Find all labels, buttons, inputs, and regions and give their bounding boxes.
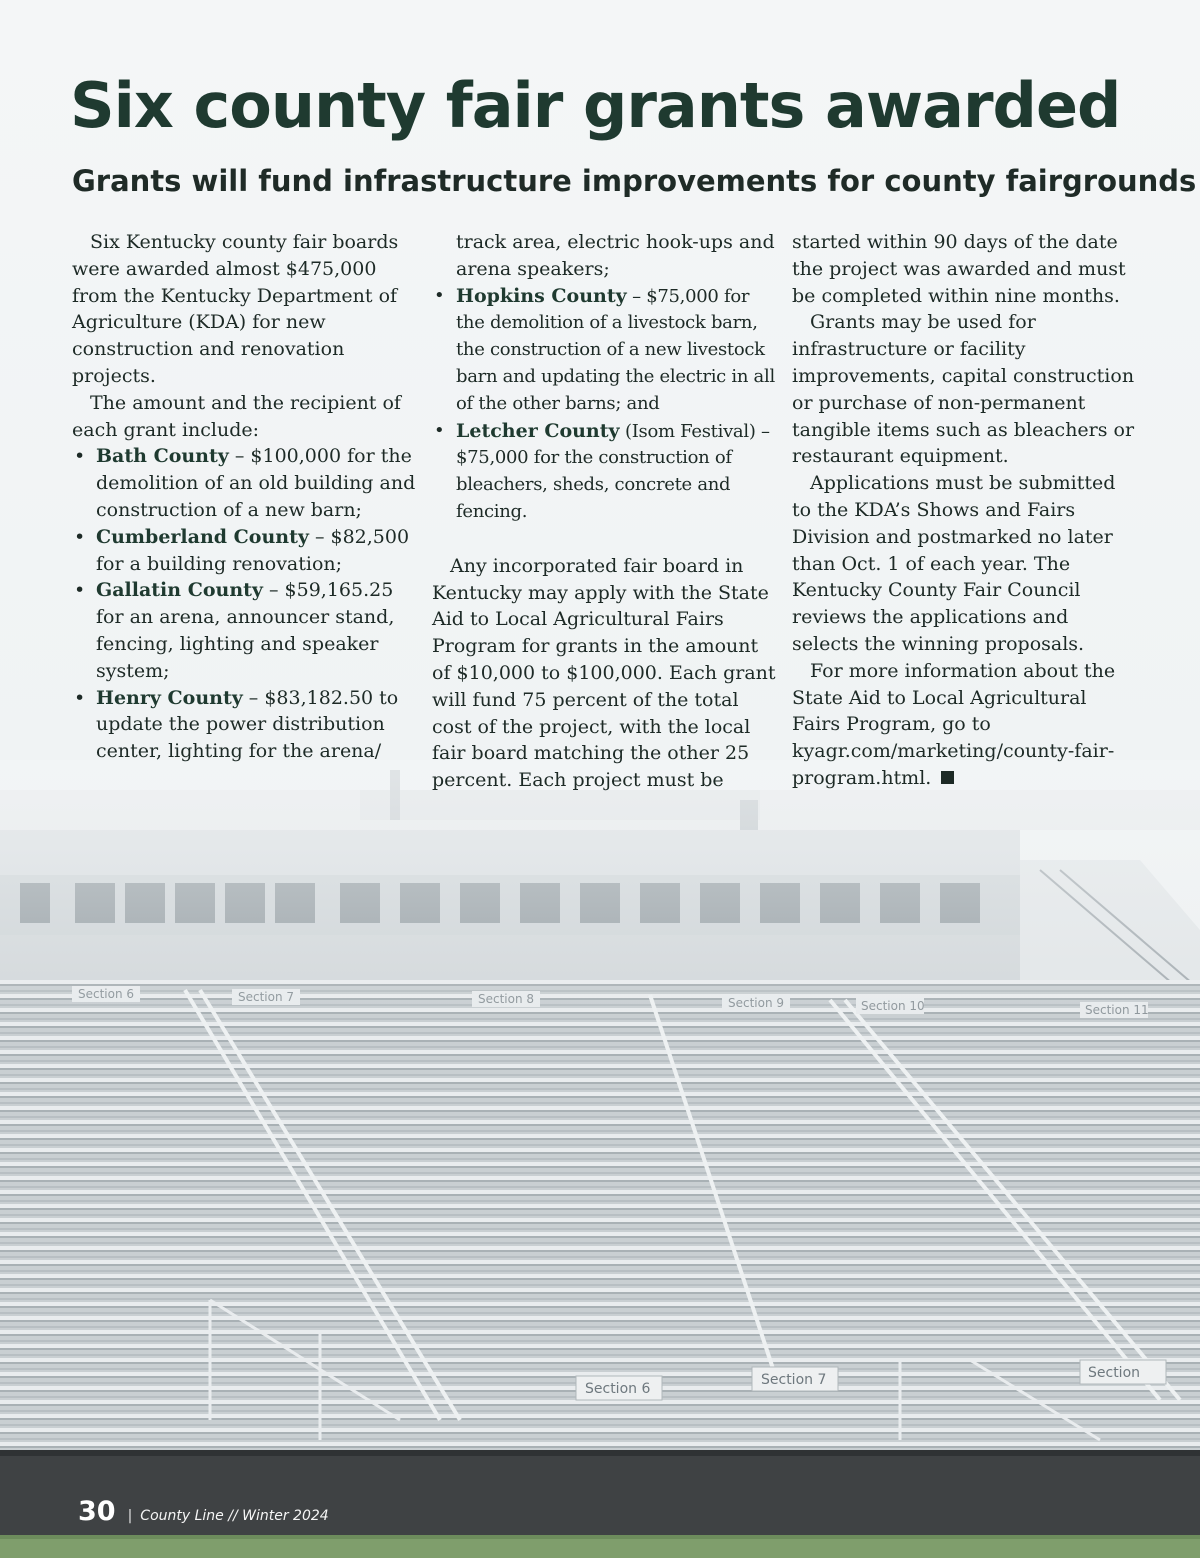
grant-detail: – $82,500 for a building renovation; bbox=[96, 525, 410, 575]
county-name: Bath County bbox=[96, 445, 229, 468]
grant-list-continued bbox=[432, 283, 782, 526]
article-subtitle: Grants will fund infrastructure improvements for county fairgrounds bbox=[72, 164, 1197, 198]
text-column-3 bbox=[792, 229, 1137, 792]
end-mark-icon bbox=[941, 771, 954, 784]
county-name: Gallatin County bbox=[96, 579, 263, 602]
paragraph-continued: started within 90 days of the date the project was awarded and must be completed within nine months. bbox=[792, 231, 1126, 307]
county-name: Henry County bbox=[96, 686, 243, 709]
paragraph: Applications must be submitted to the KDA’s Shows and Fairs Division and postmarked no later than Oct. 1 of each year. The Kentucky County Fair Council reviews the applications and selects the winning proposals. bbox=[792, 472, 1116, 655]
grant-item bbox=[72, 685, 422, 765]
grant-item bbox=[432, 283, 782, 418]
paragraph: The amount and the recipient of each grant include: bbox=[72, 391, 401, 441]
footer-separator: | bbox=[127, 1508, 133, 1524]
article-title: Six county fair grants awarded bbox=[70, 69, 1121, 142]
publication-name: County Line // Winter 2024 bbox=[140, 1508, 329, 1524]
text-column-2 bbox=[432, 229, 782, 794]
grant-item bbox=[72, 443, 422, 523]
grant-detail: – $59,165.25 for an arena, announcer stand, fencing, lighting and speaker system; bbox=[96, 579, 395, 682]
page-footer bbox=[78, 1496, 329, 1527]
grant-detail: (Isom Festival) – $75,000 for the construction of bleachers, sheds, concrete and fencing. bbox=[456, 420, 770, 522]
paragraph: Grants may be used for infrastructure or facility improvements, capital construction or purchase of non-permanent tangible items such as bleachers or restaurant equipment. bbox=[792, 311, 1135, 468]
grant-item bbox=[72, 577, 422, 684]
county-name: Letcher County bbox=[456, 419, 620, 442]
grant-detail: – $83,182.50 to update the power distribution center, lighting for the arena/ bbox=[96, 686, 399, 763]
county-name: Hopkins County bbox=[456, 284, 627, 307]
grant-detail: – $75,000 for the demolition of a livestock barn, the construction of a new livestock barn and updating the electric in all of the other barns; and bbox=[456, 285, 775, 414]
paragraph: Six Kentucky county fair boards were awarded almost $475,000 from the Kentucky Department of Agriculture (KDA) for new construction and renovation projects. bbox=[72, 231, 399, 387]
paragraph: Any incorporated fair board in Kentucky may apply with the State Aid to Local Agricultural Fairs Program for grants in the amount of $10,000 to $100,000. Each grant will fund 75 percent of the total cost of the project, with the local fair board matching the other 25 percent. Each project must be bbox=[432, 554, 776, 792]
text-column-1 bbox=[72, 229, 422, 765]
page-number: 30 bbox=[78, 1496, 116, 1527]
svg-text:Section: Section bbox=[1088, 1365, 1141, 1381]
more-info-text: For more information about the State Aid to Local Agricultural Fairs Program, go to kyagr.com/marketing/county-fair-program.html. bbox=[792, 659, 1116, 789]
paragraph bbox=[792, 658, 1137, 792]
svg-text:Section 6: Section 6 bbox=[585, 1381, 651, 1397]
grant-list bbox=[72, 443, 422, 765]
grant-continued: track area, electric hook-ups and arena speakers; bbox=[456, 231, 775, 280]
county-name: Cumberland County bbox=[96, 525, 309, 548]
grant-item bbox=[432, 418, 782, 526]
svg-text:Section 7: Section 7 bbox=[761, 1372, 827, 1388]
grant-item bbox=[72, 524, 422, 578]
grant-detail: – $100,000 for the demolition of an old building and construction of a new barn; bbox=[96, 445, 416, 521]
